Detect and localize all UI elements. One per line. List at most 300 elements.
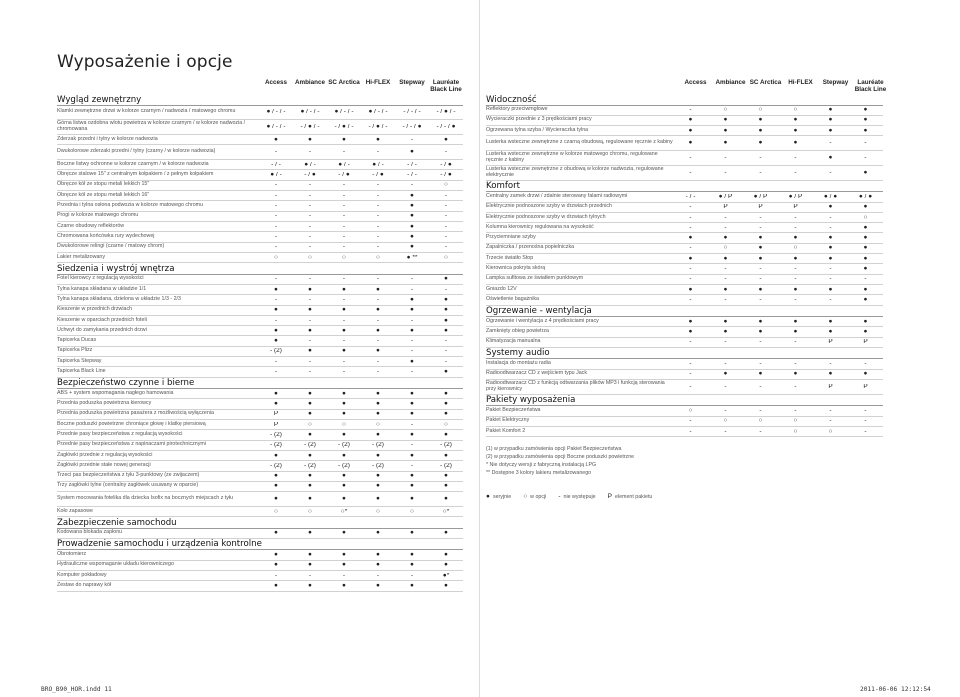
table-row <box>57 550 463 560</box>
row-cell: - / - / - <box>403 109 421 116</box>
footnotes <box>486 446 883 477</box>
row-cell: - <box>376 338 380 345</box>
row-cell: ● <box>274 452 278 459</box>
legend-symbol: P <box>607 493 612 501</box>
row-cell: ● / P <box>718 193 733 200</box>
row-cell: - <box>376 192 380 199</box>
row-cell: ● <box>863 204 868 211</box>
row-cell: ● <box>308 496 312 502</box>
row-cell: ● <box>342 583 346 589</box>
row-cell: - / ● / - <box>436 109 456 116</box>
row-cell: ● <box>758 127 763 134</box>
row-cell: - (2) <box>270 442 282 449</box>
table-row <box>486 359 883 369</box>
row-cell: - <box>376 182 380 189</box>
row-cell: - <box>342 358 346 365</box>
table-row <box>57 357 463 367</box>
row-cell: - / ● <box>440 172 452 179</box>
row-cell: - <box>829 361 832 368</box>
row-cell: ● <box>342 286 346 293</box>
row-cell: ○ <box>342 421 346 428</box>
row-label: Chromowana końcówka rury wydechowej <box>57 232 155 239</box>
row-cell: ● <box>308 473 312 480</box>
row-cell: ● <box>308 583 312 589</box>
row-cell: ○ <box>410 508 414 515</box>
row-cell: - <box>410 421 414 428</box>
row-cell: ● <box>308 327 312 334</box>
row-label: Koło zapasowe <box>57 507 93 514</box>
row-cell: ● <box>863 296 868 303</box>
row-cell: - <box>376 358 380 365</box>
row-cell: ○ <box>828 428 833 435</box>
column-header: Ambiance <box>294 79 326 86</box>
row-cell: ● <box>410 562 414 569</box>
row-cell: ● <box>342 390 346 397</box>
row-cell: ● <box>863 107 868 114</box>
row-cell: - <box>444 286 448 293</box>
table-row <box>57 145 463 160</box>
row-cell: ● <box>444 296 448 303</box>
row-cell: ● <box>444 317 448 324</box>
row-cell: ● <box>444 452 448 459</box>
row-cell: - (2) <box>440 462 452 469</box>
row-cell: P <box>273 411 279 418</box>
row-cell: ● <box>444 136 448 143</box>
table-row <box>57 399 463 409</box>
row-cell: - <box>274 203 278 209</box>
row-label: Przyciemniane szyby <box>486 234 536 241</box>
row-cell: ● <box>828 155 833 162</box>
table-row <box>486 116 883 126</box>
row-cell: ○ <box>793 428 798 435</box>
legend-symbol: ○ <box>523 493 528 501</box>
row-cell: ○ <box>308 508 312 515</box>
row-label: Elektrycznie podnoszone szyby w drzwiach tylnych <box>486 213 606 220</box>
row-label: Dwukolorowe zderzaki przedni / tylny (czarny / w kolorze nadwozia) <box>57 148 216 155</box>
row-cell: ● <box>793 127 798 134</box>
legend-text: seryjnie <box>492 494 512 501</box>
row-cell: - <box>689 224 692 231</box>
row-cell: - / ● <box>372 172 384 179</box>
row-cell: ● <box>342 327 346 334</box>
row-label: Radioodtwarzacz CD z funkcją odtwarzania plików MP3 i funkcją sterowania przy kierownicy <box>486 380 665 392</box>
row-cell: - <box>342 572 346 579</box>
row-cell: ○ <box>274 254 278 261</box>
table-row <box>486 126 883 136</box>
row-cell: - <box>724 361 727 368</box>
row-cell: ● <box>342 307 346 314</box>
row-cell: - <box>829 276 832 283</box>
row-cell: - <box>794 155 797 162</box>
row-cell: - <box>274 192 278 199</box>
row-cell: ● <box>274 307 278 314</box>
row-label: Centralny zamek drzwi / zdalnie sterowany falami radiowymi <box>486 192 628 199</box>
row-cell: ● <box>376 552 380 559</box>
table-row <box>486 427 883 437</box>
row-cell: ● <box>688 329 693 335</box>
row-cell: ● <box>444 411 448 418</box>
row-cell: - <box>829 418 832 425</box>
row-label: Kierownica pokryta skórą <box>486 265 546 272</box>
table-row <box>57 181 463 191</box>
row-cell: - <box>308 233 312 240</box>
row-label: System mocowania fotelika dla dziecka Isofix na bocznych miejscach z tyłu <box>57 495 234 502</box>
row-cell: ● <box>828 255 833 262</box>
table-row <box>486 327 883 337</box>
row-label: Oświetlenie bagażnika <box>486 295 539 302</box>
table-row <box>57 306 463 316</box>
table-row <box>57 135 463 145</box>
row-label: Kolumna kierownicy regulowana na wysokość <box>486 223 594 230</box>
row-cell: ○* <box>442 508 450 515</box>
row-cell: - <box>724 383 727 390</box>
row-cell: ● <box>758 140 763 147</box>
row-label: Zderzak przedni i tylny w kolorze nadwozia <box>57 135 158 142</box>
row-cell: ● <box>410 296 414 303</box>
table-row <box>486 223 883 233</box>
row-cell: - <box>724 155 727 162</box>
row-cell: - (2) <box>338 462 350 469</box>
row-cell: ● <box>410 483 414 490</box>
row-cell: ● <box>376 432 380 438</box>
row-label: Górna listwa ozdobna wlotu powietrza w kolorze czarnym / w kolorze nadwozia / chromowana <box>57 120 246 133</box>
footer-file-info: BRO_B90_HOR.indd 11 <box>41 686 112 693</box>
section-heading: Ogrzewanie - wentylacja <box>486 306 883 318</box>
table-row <box>57 191 463 201</box>
row-cell: ● ** <box>406 254 418 261</box>
row-cell: - <box>689 383 692 390</box>
row-cell: ○ <box>758 418 763 425</box>
row-label: Radioodtwarzacz CD z wejściem typu Jack <box>486 370 587 377</box>
column-header: Lauréate Black Line <box>430 79 462 93</box>
row-cell: ● / - <box>304 161 316 168</box>
row-cell: - <box>689 371 692 378</box>
table-row <box>486 106 883 116</box>
row-cell: ● <box>688 318 693 325</box>
row-cell: - <box>410 317 414 324</box>
footnote: (1) w przypadku zamówienia opcji Pakiet Bezpieczeństwa <box>486 446 622 453</box>
row-cell: ● <box>342 483 346 490</box>
row-cell: ● <box>758 235 763 242</box>
row-cell: - <box>274 223 278 230</box>
footnote: * Nie dotyczy wersji z fabryczną instalacją LPG <box>486 462 597 469</box>
row-cell: ● <box>758 286 763 293</box>
row-cell: ● / P <box>753 193 768 200</box>
row-cell: ● <box>274 496 278 502</box>
row-cell: ● <box>444 562 448 569</box>
row-cell: - <box>829 266 832 272</box>
row-cell: - <box>724 214 727 221</box>
row-cell: - <box>410 442 414 449</box>
table-row <box>57 201 463 211</box>
row-cell: ● <box>444 327 448 334</box>
row-cell: - <box>308 572 312 579</box>
row-cell: ● <box>863 117 868 124</box>
table-row <box>57 243 463 253</box>
row-cell: - <box>794 214 797 221</box>
row-cell: - <box>376 244 380 251</box>
row-cell: ● <box>688 255 693 262</box>
row-cell: ● <box>410 203 414 209</box>
row-cell: - <box>342 276 346 283</box>
row-label: Przednia i tylna osłona podwozia w kolorze matowego chromu <box>57 202 204 209</box>
row-cell: - <box>342 223 346 230</box>
table-row <box>57 492 463 507</box>
row-cell: ● <box>793 140 798 147</box>
row-cell: ● <box>723 371 728 378</box>
row-cell: - <box>308 223 312 230</box>
row-cell: - / - <box>407 161 417 168</box>
row-cell: ● <box>444 483 448 490</box>
row-cell: ● / - / - <box>368 109 388 116</box>
table-row <box>57 367 463 377</box>
table-row <box>57 336 463 346</box>
row-cell: ○ <box>723 245 728 252</box>
row-cell: - <box>794 224 797 231</box>
row-cell: ● <box>828 371 833 378</box>
row-cell: ● <box>863 318 868 325</box>
row-cell: P <box>793 204 798 211</box>
row-cell: - <box>864 155 867 162</box>
row-label: Ogrzewanie i wentylacja z 4 prędkościami pracy <box>486 317 599 324</box>
row-cell: ● <box>444 390 448 397</box>
row-cell: - <box>274 317 278 324</box>
footer-timestamp: 2011-06-06 12:12:54 <box>860 686 931 693</box>
section-heading: Pakiety wyposażenia <box>486 395 883 407</box>
row-cell: - <box>308 244 312 251</box>
row-label: Obręcze stalowe 15" z centralnym kołpakiem / z pełnym kołpakiem <box>57 171 214 178</box>
column-header: SC Arctica <box>749 79 782 86</box>
row-cell: ● <box>410 358 414 365</box>
table-row <box>57 106 463 121</box>
row-cell: ● <box>828 204 833 211</box>
column-header: Stepway <box>399 79 425 86</box>
row-cell: - <box>342 369 346 375</box>
row-cell: ● <box>863 266 868 272</box>
row-cell: ● <box>376 136 380 143</box>
row-cell: ● <box>410 496 414 502</box>
legend-symbol: ● <box>486 493 490 501</box>
row-cell: ● <box>308 552 312 559</box>
row-cell: ● <box>828 245 833 252</box>
row-cell: ● <box>793 318 798 325</box>
row-cell: ● <box>444 369 448 375</box>
table-row <box>57 160 463 170</box>
row-cell: ● <box>376 496 380 502</box>
row-cell: ● <box>410 530 414 537</box>
row-cell: - <box>759 361 762 368</box>
row-cell: - <box>410 572 414 579</box>
row-cell: ● <box>376 348 380 355</box>
row-label: Tapicerka Black Line <box>57 368 106 375</box>
row-cell: P <box>828 339 833 346</box>
row-cell: ● <box>342 552 346 559</box>
row-cell: ● <box>376 473 380 480</box>
row-cell: ● <box>793 371 798 378</box>
row-cell: ● <box>342 401 346 408</box>
row-cell: ○ <box>376 421 380 428</box>
row-cell: ● <box>723 318 728 325</box>
section-heading: Widoczność <box>486 94 883 106</box>
row-cell: ● <box>274 136 278 143</box>
row-cell: - <box>342 244 346 251</box>
section-heading: Zabezpieczenie samochodu <box>57 517 463 529</box>
row-cell: ● <box>410 233 414 240</box>
row-cell: ● <box>274 530 278 537</box>
row-label: Lakier metalizowany <box>57 253 105 260</box>
row-cell: ● <box>410 401 414 408</box>
table-row <box>57 430 463 440</box>
row-cell: ● <box>410 149 414 156</box>
row-label: Tapicerka Plizz <box>57 347 93 354</box>
row-cell: - <box>376 276 380 283</box>
row-label: Obręcze kół ze stopu metali lekkich 16" <box>57 191 150 198</box>
row-label: Progi w kolorze matowego chromu <box>57 212 139 219</box>
row-label: Pakiet Bezpieczeństwa <box>486 407 541 414</box>
column-header: Ambiance <box>715 79 746 86</box>
legend-symbol: - <box>558 493 561 501</box>
row-cell: ○ <box>444 254 448 261</box>
row-label: Przednie pasy bezpieczeństwa z regulacją wysokości <box>57 431 183 437</box>
row-cell: ● <box>758 318 763 325</box>
row-cell: - <box>274 276 278 283</box>
row-cell: ● <box>828 127 833 134</box>
row-cell: - <box>689 214 692 221</box>
table-row <box>486 338 883 348</box>
table-row <box>57 472 463 482</box>
row-cell: - <box>308 213 312 220</box>
row-cell: ● <box>376 452 380 459</box>
row-cell: ● <box>688 117 693 124</box>
row-cell: - <box>759 169 762 176</box>
column-header: Hi-FLEX <box>788 79 813 86</box>
row-cell: - <box>444 338 448 345</box>
row-cell: - <box>689 418 692 425</box>
row-cell: ○ <box>793 245 798 252</box>
row-cell: ● <box>828 235 833 242</box>
row-cell: - / - / ● <box>436 124 456 131</box>
row-cell: - <box>444 203 448 209</box>
page-fold <box>479 0 480 697</box>
row-cell: - <box>829 214 832 221</box>
table-row <box>486 136 883 151</box>
row-cell: - <box>689 296 692 303</box>
row-cell: P <box>863 339 868 346</box>
row-cell: - <box>444 358 448 365</box>
row-cell: - (2) <box>270 348 282 355</box>
row-cell: ● <box>410 432 414 438</box>
row-cell: ● <box>274 286 278 293</box>
row-label: Przednie pasy bezpieczeństwa z napinaczami pirotechnicznymi <box>57 441 206 448</box>
row-cell: ● <box>274 338 278 345</box>
row-cell: ● <box>410 223 414 230</box>
table-row <box>57 275 463 285</box>
row-cell: - <box>689 428 692 435</box>
row-cell: - / - <box>407 172 417 179</box>
row-label: Komputer pokładowy <box>57 571 107 578</box>
table-row <box>57 581 463 591</box>
row-cell: ● <box>410 327 414 334</box>
row-cell: ● <box>723 286 728 293</box>
row-label: Klimatyzacja manualna <box>486 338 541 345</box>
page-title: Wyposażenie i opcje <box>57 52 233 72</box>
table-row <box>57 451 463 461</box>
row-cell: - (2) <box>372 462 384 469</box>
table-row <box>57 571 463 581</box>
row-cell: - (2) <box>338 442 350 449</box>
table-row <box>57 410 463 420</box>
row-cell: ○ <box>793 418 798 425</box>
row-cell: ● <box>342 530 346 537</box>
table-row <box>57 285 463 295</box>
table-row <box>486 244 883 254</box>
section-heading: Siedzenia i wystrój wnętrza <box>57 263 463 275</box>
row-label: Zapalniczka / przenośna popielniczka <box>486 244 575 251</box>
legend-item <box>558 493 595 500</box>
row-cell: ● <box>342 411 346 418</box>
row-cell: - <box>689 169 692 176</box>
row-cell: ● <box>274 401 278 408</box>
row-cell: P <box>863 383 868 390</box>
row-cell: ● <box>308 136 312 143</box>
row-cell: - <box>829 408 832 414</box>
row-cell: ○ <box>723 107 728 114</box>
row-cell: ● <box>863 169 868 176</box>
row-label: Lusterka wsteczne zewnętrzne z obudową w kolorze nadwozia, regulowane elektrycznie <box>486 165 664 178</box>
row-cell: ○ <box>376 508 380 515</box>
row-cell: - <box>274 244 278 251</box>
row-cell: - <box>829 140 832 147</box>
row-cell: - <box>689 155 692 162</box>
footnote: ** Dostępne 3 kolory lakieru metalizowanego <box>486 470 592 477</box>
row-cell: ● <box>444 401 448 408</box>
row-label: Dwukolorowe relingi (czarne / matowy chrom) <box>57 243 165 250</box>
row-cell: - <box>274 182 278 189</box>
row-cell: - (2) <box>270 432 282 438</box>
row-cell: - <box>308 358 312 365</box>
row-cell: - <box>794 266 797 272</box>
row-cell: ● <box>410 583 414 589</box>
row-cell: - <box>410 369 414 375</box>
legend-item <box>523 493 546 500</box>
row-cell: ○* <box>340 508 348 515</box>
row-cell: - <box>759 383 762 390</box>
row-cell: ● <box>444 530 448 537</box>
row-cell: ● / P <box>788 193 803 200</box>
right-equipment-table <box>486 94 883 500</box>
row-label: Boczne listwy ochronne w kolorze czarnym / w kolorze nadwozia <box>57 160 209 167</box>
row-cell: ● <box>308 307 312 314</box>
row-cell: ○ <box>758 107 763 114</box>
row-cell: P <box>273 421 279 428</box>
row-cell: ● <box>863 127 868 134</box>
row-cell: - <box>342 192 346 199</box>
row-cell: - <box>342 296 346 303</box>
row-cell: - <box>308 276 312 283</box>
row-cell: - <box>376 233 380 240</box>
legend-text: element pakietu <box>614 494 653 501</box>
row-cell: ○ <box>688 408 693 414</box>
legend <box>486 493 883 500</box>
row-cell: - (2) <box>304 462 316 469</box>
row-cell: - <box>444 223 448 230</box>
row-cell: - <box>376 369 380 375</box>
row-cell: - <box>724 428 727 435</box>
row-cell: ● <box>410 411 414 418</box>
row-cell: - <box>724 169 727 176</box>
row-cell: ● <box>723 140 728 147</box>
table-row <box>57 295 463 305</box>
